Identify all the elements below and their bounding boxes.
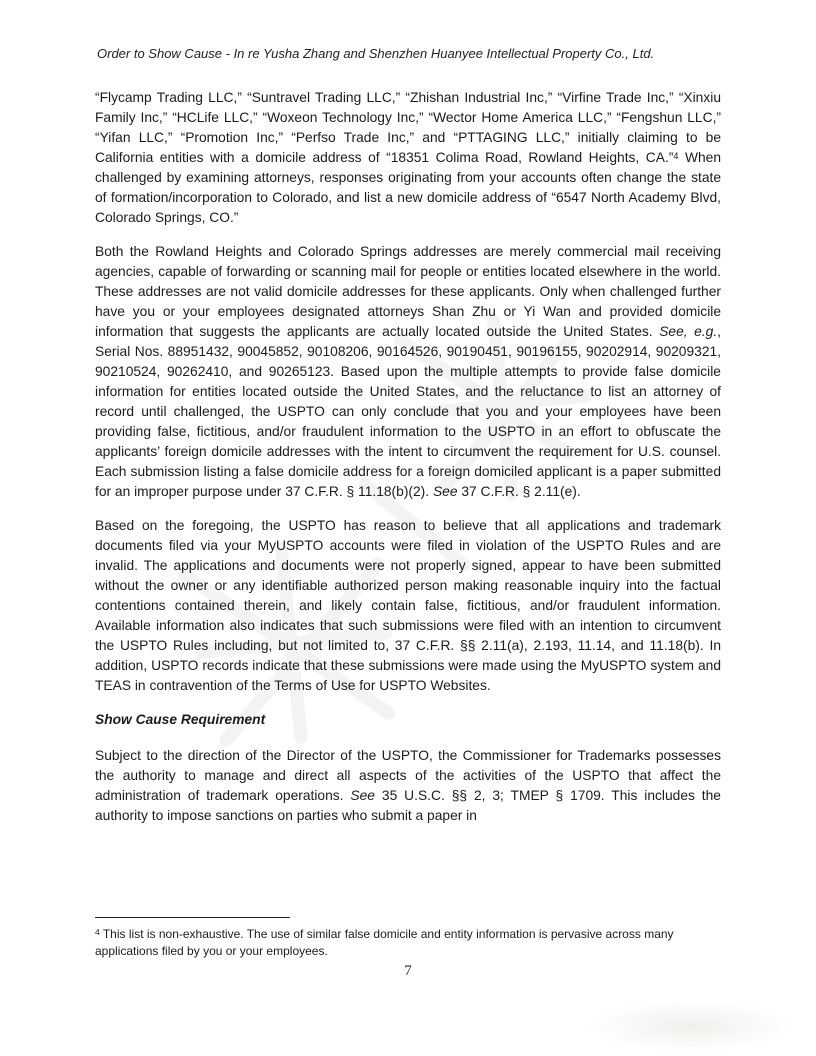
header-title-prefix: Order to Show Cause - (97, 46, 234, 61)
page-number: 7 (404, 963, 412, 979)
paragraph (95, 88, 721, 228)
footnote-marker: 4 (95, 926, 100, 937)
italic-citation: See (432, 484, 458, 499)
footnote (95, 926, 723, 960)
body-text: 37 C.F.R. § 2.11(e). (457, 484, 581, 499)
body-text: Subject to the direction of the Director of the USPTO, the Commissioner for Trademarks possesses the authority to manage and direct all aspects of the activities of the USPTO that affect the administration of trademark operations. (95, 748, 721, 803)
paragraph (95, 746, 721, 826)
footnote-reference: 4 (673, 150, 679, 161)
body-text: Based on the foregoing, the USPTO has reason to believe that all applications and trademark documents filed via your MyUSPTO accounts were filed in violation of the USPTO Rules and are invalid. The applications and documents were not properly signed, appear to have been submitted without the owner or any identifiable authorized person making reasonable inquiry into the factual contentions contained therein, and likely contain false, fictitious, and/or fraudulent information. Available information also indicates that such submissions were filed with an intention to circumvent the USPTO Rules including, but not limited to, 37 C.F.R. §§ 2.11(a), 2.193, 11.14, and 11.18(b). In addition, USPTO records indicate that these submissions were made using the MyUSPTO system and TEAS in contravention of the Terms of Use for USPTO Websites. (95, 518, 721, 693)
corner-watermark-smudge (586, 1000, 796, 1052)
paragraph (95, 242, 721, 502)
page-header (97, 46, 722, 61)
paragraph (95, 516, 721, 696)
italic-citation: See (350, 788, 375, 803)
footnote-text: This list is non-exhaustive. The use of similar false domicile and entity information is pervasive across many applications filed by you or your employees. (95, 927, 674, 958)
header-case-name: In re Yusha Zhang and Shenzhen Huanyee Intellectual Property Co., Ltd. (233, 46, 655, 61)
italic-citation: See, e.g. (659, 324, 718, 339)
body-text: 35 U.S.C. §§ 2, 3; TMEP § 1709. This includes the authority to impose sanctions on parties who submit a paper in (95, 788, 721, 823)
footnote-separator (95, 917, 290, 918)
body-text: Show Cause Requirement (95, 712, 266, 727)
body-text: “Flycamp Trading LLC,” “Suntravel Trading LLC,” “Zhishan Industrial Inc,” “Virfine Trade Inc,” “Xinxiu Family Inc,” “HCLife LLC,” “Woxeon Technology Inc,” “Wector Home America LLC,” “Fengshun LLC,” “Yifan LLC,” “Promotion Inc,” “Perfso Trade Inc,” and “PTTAGING LLC,” initially claiming to be California entities with a domicile address of “18351 Colima Road, Rowland Heights, CA.” (95, 90, 721, 165)
section-heading (95, 710, 721, 730)
body-text: Both the Rowland Heights and Colorado Springs addresses are merely commercial mail receiving agencies, capable of forwarding or scanning mail for people or entities located elsewhere in the world. These addresses are not valid domicile addresses for these applicants. Only when challenged further have you or your employees designated attorneys Shan Zhu or Yi Wan and provided domicile information that suggests the applicants are actually located outside the United States. (95, 244, 721, 339)
document-content (95, 88, 721, 840)
body-text: , Serial Nos. 88951432, 90045852, 90108206, 90164526, 90190451, 90196155, 90202914, 90209321, 90210524, 90262410, and 90265123. Based upon the multiple attempts to provide false domicile information for entities located outside the United States, and the reluctance to list an attorney of record until challenged, the USPTO can only conclude that you and your employees have been providing false, fictitious, and/or fraudulent information to the USPTO in an effort to obfuscate the applicants’ foreign domicile addresses with the intent to circumvent the requirement for U.S. counsel. Each submission listing a false domicile address for a foreign domiciled applicant is a paper submitted for an improper purpose under 37 C.F.R. § 11.18(b)(2). (95, 324, 721, 499)
body-text: When challenged by examining attorneys, responses originating from your accounts often change the state of formation/incorporation to Colorado, and list a new domicile address of “6547 North Academy Blvd, Colorado Springs, CO.” (95, 150, 721, 225)
